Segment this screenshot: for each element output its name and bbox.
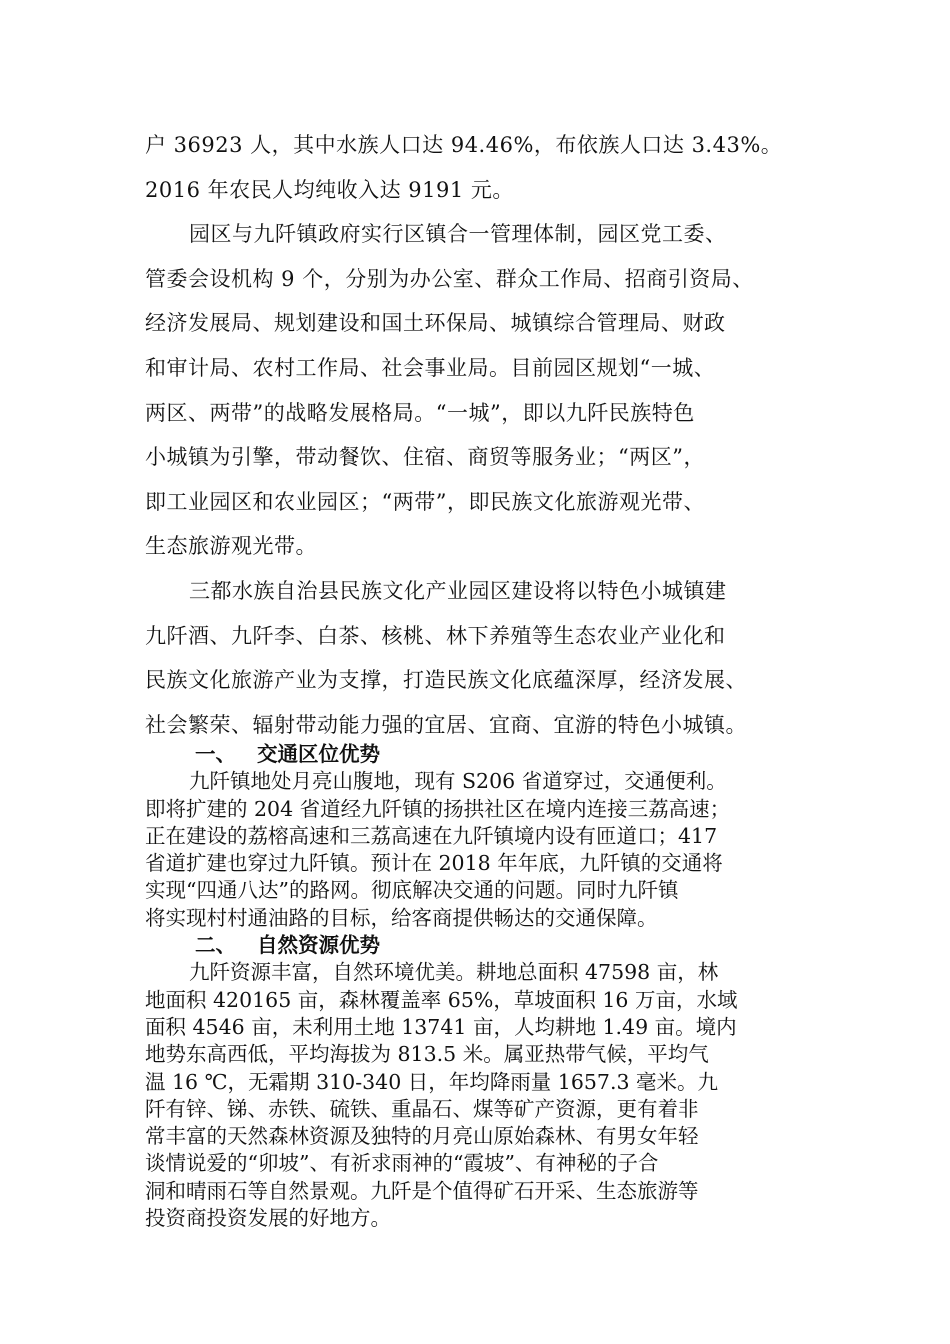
text-line: 实现“四通八达”的路网。彻底解决交通的问题。同时九阡镇: [145, 878, 679, 903]
paragraph-resources: [145, 959, 835, 1232]
text-line: 即工业园区和农业园区；“两带”，即民族文化旅游观光带、: [145, 489, 705, 514]
paragraph-population: [145, 123, 835, 212]
section-title: 自然资源优势: [257, 933, 380, 958]
text-line: 园区与九阡镇政府实行区镇合一管理体制，园区党工委、: [189, 222, 727, 247]
text-line: 阡有锌、锑、赤铁、硫铁、重晶石、煤等矿产资源，更有着非: [145, 1096, 699, 1121]
text-line: 生态旅游观光带。: [145, 534, 317, 559]
section-title: 交通区位优势: [257, 742, 380, 766]
text-line: 2016 年农民人均纯收入达 9191 元。: [145, 177, 514, 202]
section-number: 一、: [195, 742, 236, 766]
text-line: 将实现村村通油路的目标，给客商提供畅达的交通保障。: [145, 905, 658, 930]
text-line: 投资商投资发展的好地方。: [145, 1206, 391, 1231]
body-text-upper: [145, 123, 835, 747]
paragraph-transport: [145, 768, 835, 932]
text-line: 小城镇为引擎，带动餐饮、住宿、商贸等服务业；“两区”，: [145, 445, 705, 470]
text-line: 省道扩建也穿过九阡镇。预计在 2018 年年底，九阡镇的交通将: [145, 851, 723, 876]
text-line: 面积 4546 亩，未利用土地 13741 亩，人均耕地 1.49 亩。境内: [145, 1014, 737, 1039]
section-heading-transport: [145, 741, 835, 768]
section-heading-resources: [145, 932, 835, 959]
text-line: 即将扩建的 204 省道经九阡镇的扬拱社区在境内连接三荔高速；: [145, 796, 731, 821]
text-line: 户 36923 人，其中水族人口达 94.46%，布依族人口达 3.43%。: [145, 133, 783, 157]
text-line: 九阡酒、九阡李、白茶、核桃、林下养殖等生态农业产业化和: [145, 623, 726, 648]
text-line: 管委会设机构 9 个，分别为办公室、群众工作局、招商引资局、: [145, 266, 754, 291]
text-line: 洞和晴雨石等自然景观。九阡是个值得矿石开采、生态旅游等: [145, 1178, 699, 1203]
text-line: 谈情说爱的“卯坡”、有祈求雨神的“霞坡”、有神秘的子合: [145, 1151, 659, 1176]
text-line: 正在建设的荔榕高速和三荔高速在九阡镇境内设有匝道口；417: [145, 823, 718, 848]
text-line: 地势东高西低，平均海拔为 813.5 米。属亚热带气候，平均气: [145, 1042, 709, 1067]
text-line: 常丰富的天然森林资源及独特的月亮山原始森林、有男女年轻: [145, 1124, 699, 1149]
text-line: 经济发展局、规划建设和国土环保局、城镇综合管理局、财政: [145, 311, 726, 336]
text-line: 温 16 ℃，无霜期 310-340 日，年均降雨量 1657.3 毫米。九: [145, 1069, 719, 1094]
text-line: 三都水族自治县民族文化产业园区建设将以特色小城镇建: [189, 578, 727, 603]
text-line: 九阡镇地处月亮山腹地，现有 S206 省道穿过，交通便利。: [189, 769, 727, 794]
text-line: 地面积 420165 亩，森林覆盖率 65%，草坡面积 16 万亩，水域: [145, 987, 738, 1012]
text-line: 民族文化旅游产业为支撑，打造民族文化底蕴深厚，经济发展、: [145, 668, 747, 693]
text-line: 社会繁荣、辐射带动能力强的宜居、宜商、宜游的特色小城镇。: [145, 712, 747, 737]
body-text-lower: [145, 741, 835, 1232]
text-line: 九阡资源丰富，自然环境优美。耕地总面积 47598 亩，林: [189, 960, 719, 985]
paragraph-industry-park: [145, 569, 835, 747]
paragraph-management: [145, 212, 835, 569]
text-line: 和审计局、农村工作局、社会事业局。目前园区规划“一城、: [145, 355, 716, 380]
section-number: 二、: [195, 933, 236, 958]
text-line: 两区、两带”的战略发展格局。“一城”，即以九阡民族特色: [145, 400, 695, 425]
